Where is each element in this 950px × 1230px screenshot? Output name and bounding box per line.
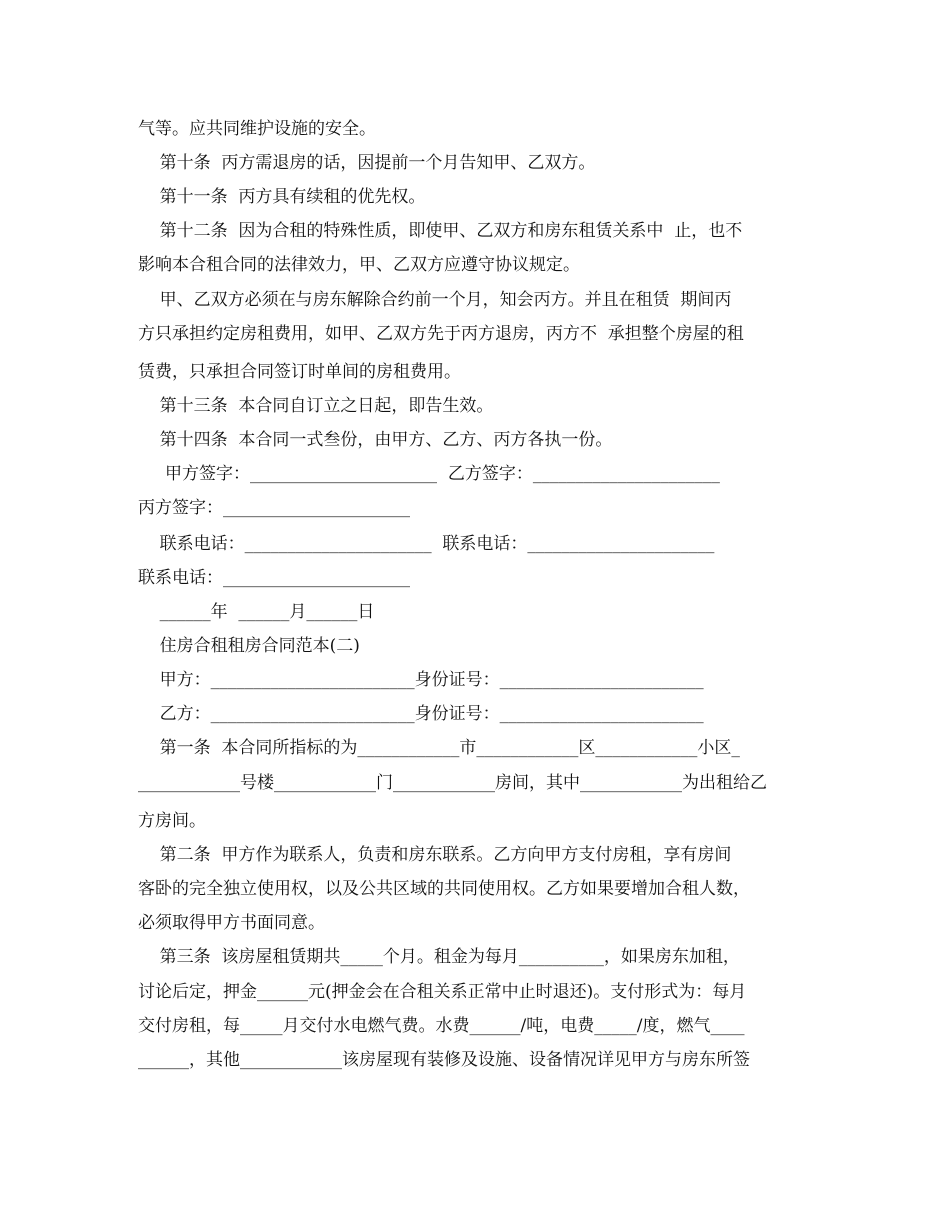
text-line: 影响本合租合同的法律效力，甲、乙双方应遵守协议规定。 bbox=[138, 255, 580, 275]
text-line: 第十四条 本合同一式叁份，由甲方、乙方、丙方各执一份。 bbox=[138, 430, 613, 450]
signature-line: 甲方签字：______________________ 乙方签字：______________________ bbox=[138, 464, 720, 484]
text-line: 气等。应共同维护设施的安全。 bbox=[138, 119, 376, 139]
text-line: 第十条 丙方需退房的话，因提前一个月告知甲、乙双方。 bbox=[138, 153, 596, 173]
text-line: 客卧的完全独立使用权，以及公共区域的共同使用权。乙方如果要增加合租人数， bbox=[138, 879, 750, 899]
text-line: 赁费，只承担合同签订时单间的房租费用。 bbox=[138, 362, 461, 382]
text-line: 第十二条 因为合租的特殊性质，即使甲、乙双方和房东租赁关系中 止，也不 bbox=[138, 221, 743, 241]
text-line: 方房间。 bbox=[138, 811, 206, 831]
text-line: 第十一条 丙方具有续租的优先权。 bbox=[138, 187, 426, 207]
text-line: 必须取得甲方书面同意。 bbox=[138, 913, 325, 933]
party-line: 甲方：________________________身份证号：________________________ bbox=[138, 670, 704, 690]
text-line: 第二条 甲方作为联系人，负责和房东联系。乙方向甲方支付房租，享有房间 bbox=[138, 845, 732, 865]
text-line: 第一条 本合同所指标的为____________市____________区____________小区_ bbox=[138, 738, 740, 758]
text-line: 交付房租，每_____月交付水电燃气费。水费______/吨，电费_____/度，燃气____ bbox=[138, 1016, 745, 1036]
phone-line: 联系电话：______________________ bbox=[138, 568, 410, 588]
text-line: 第三条 该房屋租赁期共_____个月。租金为每月__________，如果房东加租， bbox=[138, 947, 740, 967]
date-line: ______年 ______月______日 bbox=[138, 602, 375, 622]
text-line: 第十三条 本合同自订立之日起，即告生效。 bbox=[138, 396, 494, 416]
section-title: 住房合租租房合同范本(二) bbox=[138, 636, 360, 656]
text-line: ____________号楼____________门____________房间，其中____________为出租给乙 bbox=[138, 773, 767, 793]
text-line: 甲、乙双方必须在与房东解除合约前一个月，知会丙方。并且在租赁 期间丙 bbox=[138, 290, 732, 310]
text-line: 讨论后定，押金______元(押金会在合租关系正常中止时退还)。支付形式为：每月 bbox=[138, 982, 747, 1002]
phone-line: 联系电话：______________________ 联系电话：______________________ bbox=[138, 534, 715, 554]
party-line: 乙方：________________________身份证号：________________________ bbox=[138, 704, 704, 724]
text-line: ______，其他____________该房屋现有装修及设施、设备情况详见甲方与房东所签 bbox=[138, 1050, 750, 1070]
signature-line: 丙方签字：______________________ bbox=[138, 498, 410, 518]
text-line: 方只承担约定房租费用，如甲、乙双方先于丙方退房，丙方不 承担整个房屋的租 bbox=[138, 324, 744, 344]
